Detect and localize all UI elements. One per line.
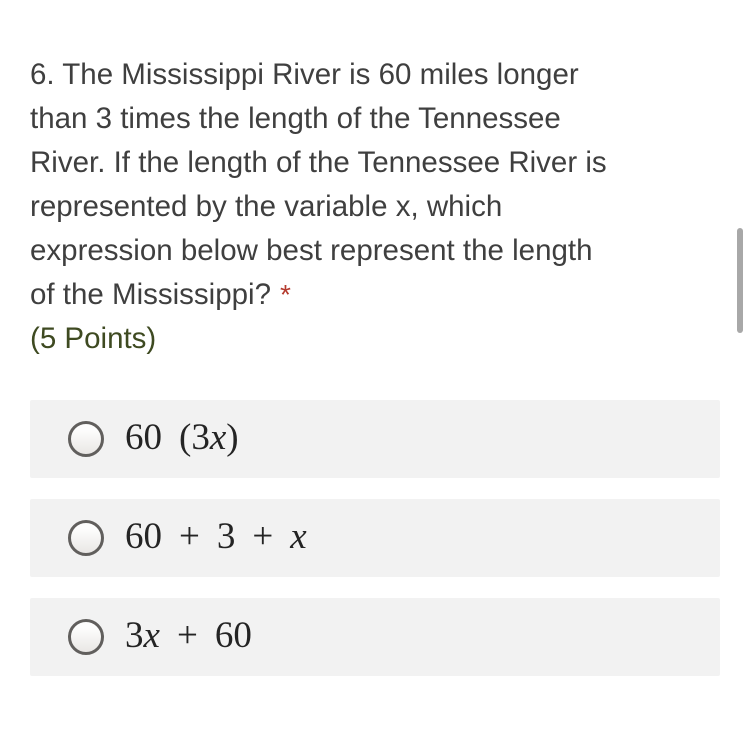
options-list (30, 400, 720, 697)
option-label: 60 (3x) (125, 416, 239, 458)
radio-button[interactable] (68, 619, 104, 655)
question-line: expression below best represent the length (30, 234, 593, 267)
option-row-3[interactable] (30, 598, 720, 676)
scrollbar-thumb[interactable] (737, 228, 743, 333)
required-asterisk: * (280, 279, 291, 310)
question-block (30, 53, 715, 361)
question-line: 6. The Mississippi River is 60 miles longer (30, 58, 579, 91)
option-label: 60 + 3 + x (125, 515, 307, 557)
option-label: 3x + 60 (125, 614, 252, 656)
question-line: represented by the variable x, which (30, 190, 503, 223)
question-line: River. If the length of the Tennessee River is (30, 146, 607, 179)
points-label: (5 Points) (30, 322, 157, 355)
option-row-2[interactable] (30, 499, 720, 577)
question-line-last (30, 273, 715, 317)
radio-button[interactable] (68, 421, 104, 457)
question-line: than 3 times the length of the Tennessee (30, 102, 561, 135)
radio-button[interactable] (68, 520, 104, 556)
option-row-1[interactable] (30, 400, 720, 478)
question-line-text: of the Mississippi? (30, 278, 272, 311)
